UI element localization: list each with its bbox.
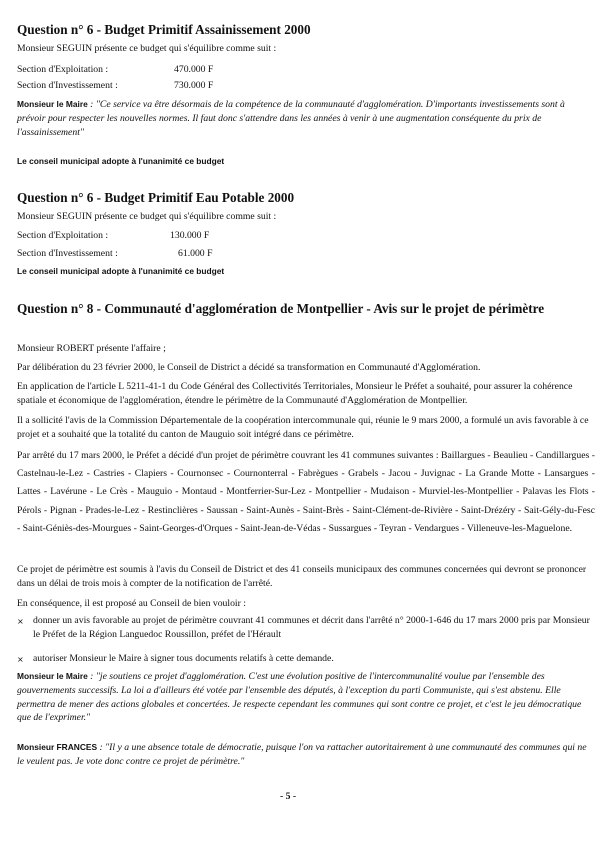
q6b-exploitation-value: 130.000 F bbox=[170, 230, 210, 241]
q6a-exploitation-label: Section d'Exploitation : bbox=[17, 64, 109, 75]
q8-paragraph-1: Monsieur ROBERT présente l'affaire ; bbox=[17, 343, 166, 354]
q8-maire-comment bbox=[17, 670, 595, 725]
quote-text: : "Ce service va être désormais de la compétence de la communauté d'agglomération. D'importants investissements sont à prévoir pour respecter les nouvelles normes. Il faut donc s'attendre dans les années à venir à une augmentation conséquente du prix de l'assainissement" bbox=[17, 99, 565, 138]
q6b-investissement-label: Section d'Investissement : bbox=[17, 248, 118, 259]
quote-text: : "Il y a une absence totale de démocratie, puisque l'on va rattacher autoritairement à une communauté des communes qui ne le veulent pas. Je vote donc contre ce projet de périmètre." bbox=[17, 742, 587, 767]
q8-paragraph-3: En application de l'article L 5211-41-1 du Code Général des Collectivités Territoriales, Monsieur le Préfet a souhaité, pour assurer la cohérence spatiale et économique de l'agglomération, étendre le périmètre de la Communauté d'Agglomération de Montpellier. bbox=[17, 381, 573, 406]
speaker-label: Monsieur le Maire bbox=[17, 671, 88, 681]
q8-paragraph-7: En conséquence, il est proposé au Conseil de bien vouloir : bbox=[17, 598, 246, 609]
q8-paragraph-2: Par délibération du 23 février 2000, le Conseil de District a décidé sa transformation en Communauté d'Agglomération. bbox=[17, 362, 481, 373]
q6a-decision: Le conseil municipal adopte à l'unanimité ce budget bbox=[17, 156, 225, 166]
page-number: - 5 - bbox=[280, 791, 297, 802]
q6b-investissement-value: 61.000 F bbox=[178, 248, 213, 259]
q6b-decision: Le conseil municipal adopte à l'unanimité ce budget bbox=[17, 266, 225, 276]
q8-title: Question n° 8 - Communauté d'agglomération de Montpellier - Avis sur le projet de périmètre bbox=[17, 301, 545, 316]
q8-paragraph-4: Il a sollicité l'avis de la Commission Départementale de la coopération intercommunale qui, réunie le 9 mars 2000, a formulé un avis favorable à ce projet et a souhaité que la totalité du canton de Mauguio soit intégré dans ce périmètre. bbox=[17, 415, 589, 440]
bullet-cross-icon: × bbox=[17, 617, 24, 626]
q6a-exploitation-value: 470.000 F bbox=[174, 64, 214, 75]
speaker-label: Monsieur le Maire bbox=[17, 99, 88, 109]
q6b-title: Question n° 6 - Budget Primitif Eau Potable 2000 bbox=[17, 190, 295, 205]
q6a-intro: Monsieur SEGUIN présente ce budget qui s'équilibre comme suit : bbox=[17, 43, 277, 54]
q8-bullet-1: donner un avis favorable au projet de périmètre couvrant 41 communes et décrit dans l'arrêté n° 2000-1-646 du 17 mars 2000 pris par Monsieur le Préfet de la Région Languedoc Roussillon, préfet de l'Hérault bbox=[33, 615, 590, 640]
speaker-label: Monsieur FRANCES bbox=[17, 742, 98, 752]
q8-communes-list: Par arrêté du 17 mars 2000, le Préfet a décidé d'un projet de périmètre couvrant les 41 communes suivantes : Baillargues - Beaulieu - Candillargues - Castelnau-le-Lez - Castries - Clapiers - Cournonsec - Cournonterral - Fabrègues - Grabels - Jacou - Juvignac - La Grande Motte - Lansargues - Lattes - Lavérune - Le Crès - Mauguio - Montaud - Montferrier-Sur-Lez - Montpellier - Mudaison - Murviel-les-Montpellier - Palavas les Flots - Pérols - Pignan - Prades-le-Lez - Restinclières - Saussan - Saint-Aunès - Saint-Brès - Saint-Clément-de-Rivière - Saint-Drézéry - Sait-Gély-du-Fesc - Saint-Géniès-des-Mourgues - Saint-Georges-d'Orques - Saint-Jean-de-Védas - Sussargues - Teyran - Vendargues - Villeneuve-les-Maguelone. bbox=[17, 450, 595, 534]
quote-text: : "je soutiens ce projet d'agglomération. C'est une évolution positive de l'intercommunalité voulue par l'ensemble des gouvernements successifs. La loi a d'ailleurs été votée par l'ensemble des députés, à l'exception du parti Communiste, qui s'est abstenu. Elle permettra de mener des actions globales et concertées. Je respecte cependant les communes qui sont contre ce projet, et c'est le jeu démocratique que de l'exprimer." bbox=[17, 671, 582, 724]
q6b-intro: Monsieur SEGUIN présente ce budget qui s'équilibre comme suit : bbox=[17, 211, 277, 222]
q8-paragraph-6: Ce projet de périmètre est soumis à l'avis du Conseil de District et des 41 conseils municipaux des communes concernées qui devront se prononcer dans un délai de trois mois à compter de la notification de l'arrêté. bbox=[17, 564, 587, 589]
q6a-maire-comment bbox=[17, 98, 595, 139]
q8-bullet-2: autoriser Monsieur le Maire à signer tous documents relatifs à cette demande. bbox=[33, 653, 334, 664]
q6a-investissement-label: Section d'Investissement : bbox=[17, 80, 118, 91]
q6a-investissement-value: 730.000 F bbox=[174, 80, 214, 91]
q6b-exploitation-label: Section d'Exploitation : bbox=[17, 230, 109, 241]
q6a-title: Question n° 6 - Budget Primitif Assainissement 2000 bbox=[17, 22, 311, 37]
bullet-cross-icon: × bbox=[17, 655, 24, 664]
q8-frances-comment bbox=[17, 741, 595, 769]
